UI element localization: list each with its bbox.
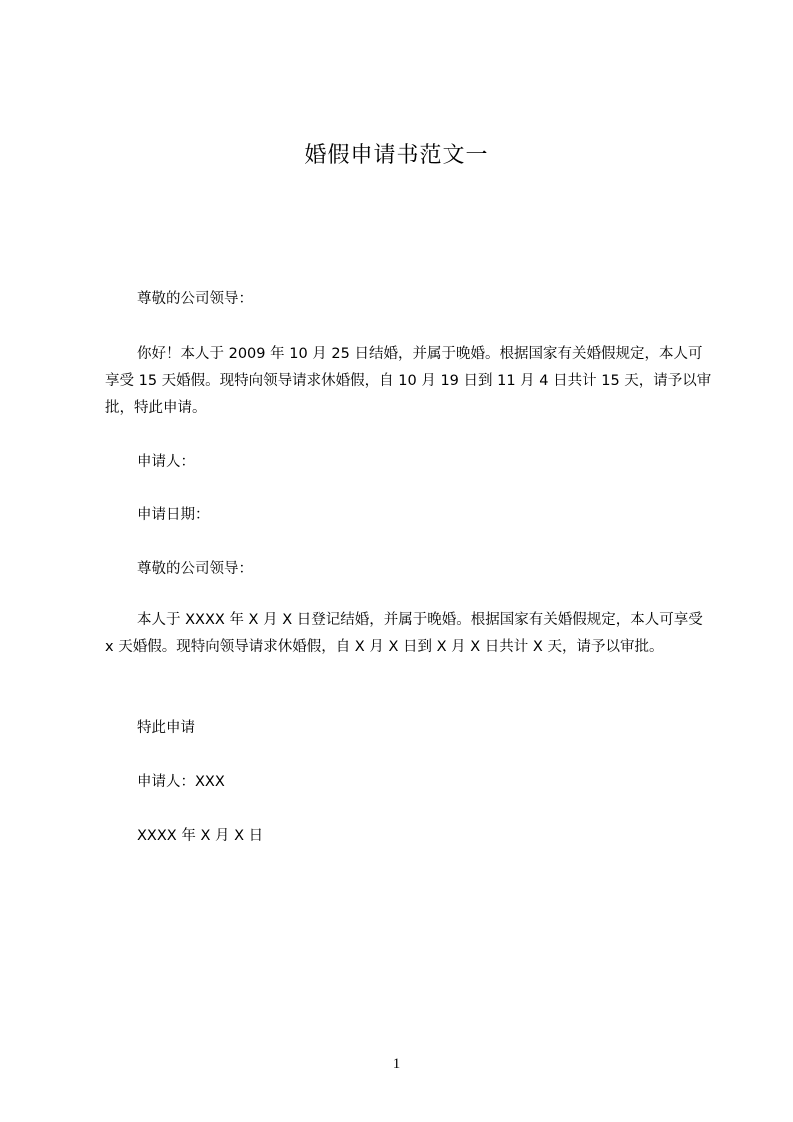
applicant-signature: 申请人：XXX xyxy=(137,774,225,790)
letter-body: 你好！本人于 2009 年 10 月 25 日结婚，并属于晚婚。根据国家有关婚假规定，本人可享受 15 天婚假。现特向领导请求休婚假，自 10 月 19 日到 11 月 4 日共计 15 天，请予以审批，特此申请。 xyxy=(105,346,712,416)
salutation: 尊敬的公司领导： xyxy=(137,291,253,307)
salutation-2: 尊敬的公司领导： xyxy=(137,561,253,577)
application-date-label: 申请日期： xyxy=(137,507,210,523)
letter-body-2: 本人于 XXXX 年 X 月 X 日登记结婚，并属于晚婚。根据国家有关婚假规定，本人可享受 x 天婚假。现特向领导请求休婚假，自 X 月 X 日到 X 月 X 日共计 X 天，请予以审批。 xyxy=(105,612,703,655)
document-title: 婚假申请书范文一 xyxy=(304,143,489,168)
applicant-label: 申请人： xyxy=(137,454,195,470)
closing-line: 特此申请 xyxy=(137,720,195,736)
signature-date: XXXX 年 X 月 X 日 xyxy=(137,828,264,844)
page-number: 1 xyxy=(392,1056,401,1072)
